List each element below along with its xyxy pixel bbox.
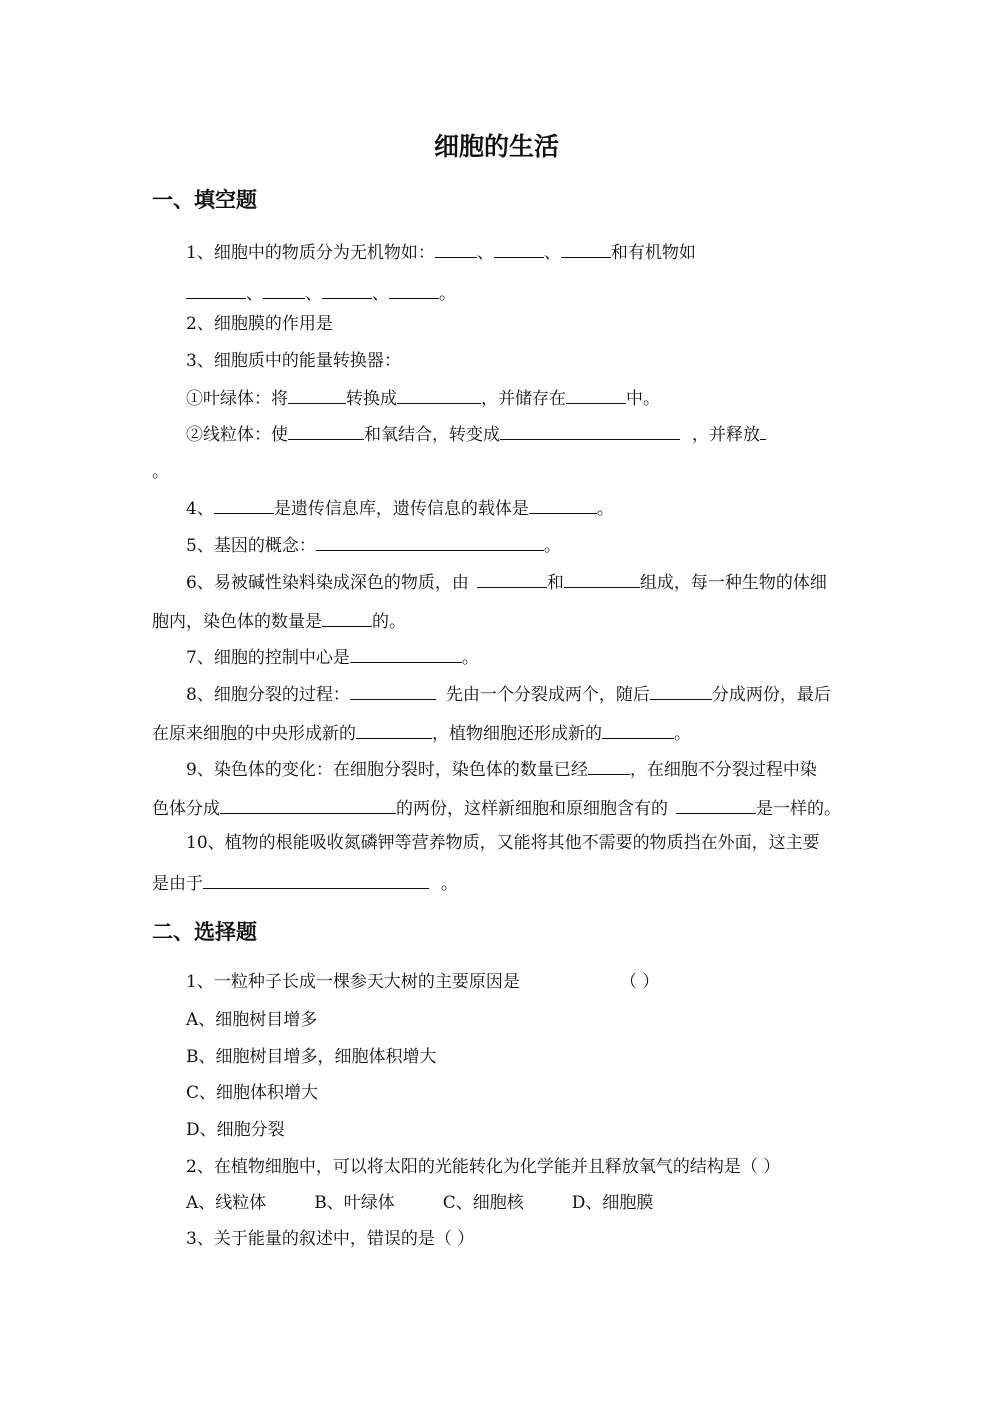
section-heading-multiple-choice: 二、选择题 (152, 919, 257, 944)
mc-question-1: 1、一粒种子长成一棵参天大树的主要原因是 （ ） (186, 972, 660, 992)
blank[interactable] (350, 647, 462, 663)
blank[interactable] (602, 723, 674, 739)
blank[interactable] (356, 723, 432, 739)
section-heading-fill-blank: 一、填空题 (152, 187, 257, 212)
blank[interactable] (588, 759, 630, 775)
blank[interactable] (288, 388, 346, 404)
question-6-line-2: 胞内，染色体的数量是 的。 (152, 612, 406, 632)
blank[interactable] (203, 873, 429, 889)
mc-question-2-option-a[interactable]: A、线粒体 (186, 1193, 267, 1213)
mc-question-1-option-d[interactable]: D、细胞分裂 (186, 1120, 285, 1140)
blank[interactable] (435, 242, 477, 258)
question-9-line-2: 色体分成 的两份，这样新细胞和原细胞含有的 是一样的。 (152, 799, 841, 819)
mc-question-1-option-c[interactable]: C、细胞体积增大 (186, 1083, 319, 1103)
page-title: 细胞的生活 (433, 132, 559, 161)
question-10-line-2: 是由于 。 (152, 874, 458, 894)
question-1-line-1: 1、细胞中的物质分为无机物如： 、 、 和有机物如 (186, 243, 696, 263)
blank[interactable] (477, 572, 547, 588)
blank[interactable] (263, 283, 305, 299)
question-8-line-2: 在原来细胞的中央形成新的 ，植物细胞还形成新的 。 (152, 724, 691, 744)
blank[interactable] (494, 242, 544, 258)
blank[interactable] (529, 498, 597, 514)
mc-question-2-option-d[interactable]: D、细胞膜 (571, 1193, 654, 1213)
mc-question-2-options (186, 1193, 653, 1213)
blank[interactable] (564, 572, 640, 588)
blank[interactable] (316, 535, 544, 551)
blank[interactable] (186, 283, 246, 299)
blank[interactable] (322, 611, 372, 627)
mc-question-3: 3、关于能量的叙述中，错误的是（ ） (186, 1229, 475, 1249)
question-5: 5、基因的概念： 。 (186, 536, 561, 556)
blank[interactable] (760, 424, 766, 440)
question-3: 3、细胞质中的能量转换器： (186, 351, 401, 371)
answer-paren[interactable]: （ ） (619, 972, 660, 992)
blank[interactable] (288, 424, 364, 440)
question-4: 4、 是遗传信息库，遗传信息的载体是 。 (186, 499, 614, 519)
blank[interactable] (566, 388, 626, 404)
question-1-line-2: 、 、 、 。 (186, 283, 456, 304)
mc-question-1-option-a[interactable]: A、细胞树目增多 (186, 1010, 318, 1030)
question-7: 7、细胞的控制中心是 。 (186, 648, 479, 668)
blank[interactable] (389, 283, 439, 299)
blank[interactable] (214, 498, 274, 514)
question-9-line-1: 9、染色体的变化：在细胞分裂时，染色体的数量已经 ，在细胞不分裂过程中染 (186, 760, 817, 780)
question-6-line-1: 6、易被碱性染料染成深色的物质，由 和 组成，每一种生物的体细 (186, 573, 827, 593)
question-10-line-1: 10、植物的根能吸收氮磷钾等营养物质，又能将其他不需要的物质挡在外面，这主要 (186, 833, 820, 853)
mc-question-1-option-b[interactable]: B、细胞树目增多，细胞体积增大 (186, 1047, 437, 1067)
blank[interactable] (220, 798, 396, 814)
blank[interactable] (561, 242, 611, 258)
mc-question-2: 2、在植物细胞中，可以将太阳的光能转化为化学能并且释放氧气的结构是（ ） (186, 1157, 781, 1177)
question-8-line-1: 8、细胞分裂的过程： 先由一个分裂成两个，随后 分成两份，最后 (186, 685, 831, 705)
blank[interactable] (350, 684, 436, 700)
blank[interactable] (500, 424, 680, 440)
blank[interactable] (322, 283, 372, 299)
blank[interactable] (397, 388, 481, 404)
question-3-mitochondria: ②线粒体：使 和氧结合，转变成 ，并释放 (186, 424, 766, 445)
question-3-end: 。 (152, 462, 169, 482)
question-2: 2、细胞膜的作用是 (186, 314, 333, 334)
blank[interactable] (676, 798, 756, 814)
blank[interactable] (650, 684, 712, 700)
mc-question-2-option-b[interactable]: B、叶绿体 (314, 1193, 395, 1213)
mc-question-2-option-c[interactable]: C、细胞核 (442, 1193, 524, 1213)
question-3-chloroplast: ①叶绿体：将 转换成 ，并储存在 中。 (186, 389, 660, 409)
